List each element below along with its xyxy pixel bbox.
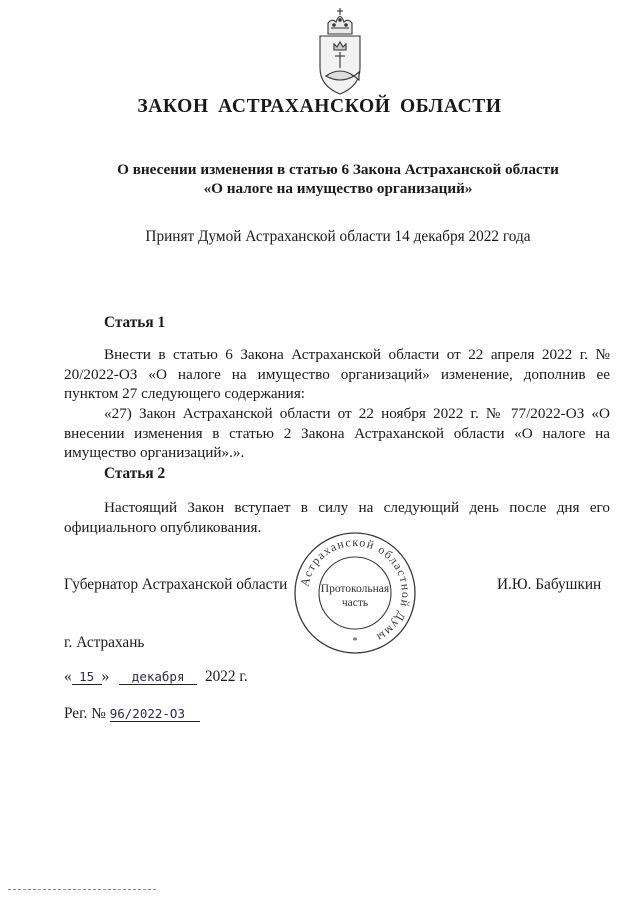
place-of-signing: г. Астрахань xyxy=(64,634,145,651)
registration-value: 96/2022-ОЗ xyxy=(110,706,200,722)
date-open-quote: « xyxy=(64,668,72,685)
law-subtitle-line-1: О внесении изменения в статью 6 Закона Астраханской области xyxy=(117,161,559,178)
article-2-paragraph-1: Настоящий Закон вступает в силу на следующий день после дня его официального опубликования. xyxy=(64,499,610,536)
stamp-ring-text: Астраханской областной Думы xyxy=(297,534,414,646)
registration-number xyxy=(64,705,200,723)
signing-date xyxy=(64,668,248,686)
coat-of-arms-icon xyxy=(314,6,366,100)
page-bottom-rule xyxy=(8,889,156,890)
signatory-name: И.Ю. Бабушкин xyxy=(497,576,602,593)
date-month: декабря xyxy=(119,669,197,685)
adoption-statement: Принят Думой Астраханской области 14 декабря 2022 года xyxy=(145,228,531,245)
date-year: 2022 г. xyxy=(204,668,248,685)
registration-label: Рег. № xyxy=(64,705,106,722)
article-1-paragraph-2: «27) Закон Астраханской области от 22 ноября 2022 г. № 77/2022-ОЗ «О внесении изменения в статью 2 Закона Астраханской области «О налоге на имущество организаций».». xyxy=(64,405,610,462)
article-1-heading: Статья 1 xyxy=(104,314,166,331)
stamp-center-line-2: часть xyxy=(341,597,369,609)
date-day: 15 xyxy=(72,669,102,685)
stamp-center-line-1: Протокольная xyxy=(320,583,390,595)
date-close-quote: » xyxy=(101,668,110,685)
stamp-star: * xyxy=(352,636,358,647)
article-2-heading: Статья 2 xyxy=(104,465,166,482)
signatory-position: Губернатор Астраханской области xyxy=(64,576,288,593)
law-title: ЗАКОН АСТРАХАНСКОЙ ОБЛАСТИ xyxy=(137,96,502,117)
law-subtitle-line-2: «О налоге на имущество организаций» xyxy=(203,180,473,197)
article-1-paragraph-1: Внести в статью 6 Закона Астраханской области от 22 апреля 2022 г. № 20/2022-ОЗ «О налоге на имущество организаций» изменение, дополнив ее пунктом 27 следующего содержания: xyxy=(64,346,610,403)
official-stamp xyxy=(292,530,418,656)
